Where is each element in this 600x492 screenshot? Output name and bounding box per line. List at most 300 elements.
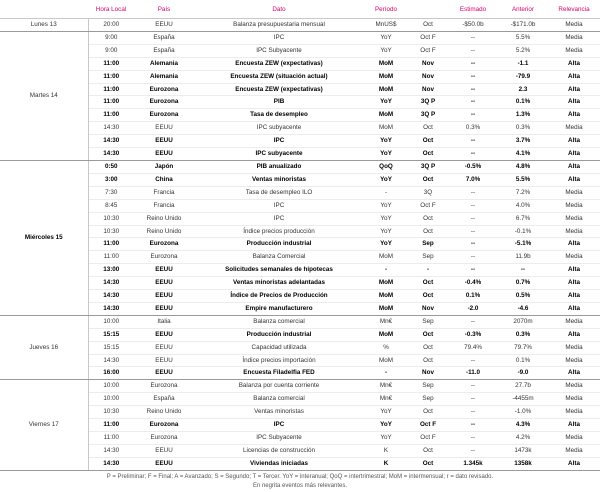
header-row — [0, 0, 600, 19]
cell-period: 3Q — [408, 186, 448, 199]
cell-relevance: Alta — [548, 328, 600, 341]
footnote-legend: P = Preliminar; F = Final; A = Avanzado; S = Segundo; T = Tercer. YoY = interanual; QoQ = intertrimestral; MoM = intermensual; r = dato revisado. — [106, 474, 494, 480]
header-previous: Anterior — [498, 0, 548, 19]
table-row — [0, 302, 600, 315]
cell-unit: MoM — [364, 122, 408, 135]
cell-relevance: Media — [548, 19, 600, 32]
cell-estimate: -- — [448, 238, 498, 251]
table-row — [0, 354, 600, 367]
cell-relevance: Media — [548, 199, 600, 212]
cell-data: Producción industrial — [194, 328, 364, 341]
cell-estimate: -0.4% — [448, 277, 498, 290]
cell-previous: 4.8% — [498, 160, 548, 173]
cell-time: 11:00 — [88, 57, 134, 70]
cell-unit: YoY — [364, 419, 408, 432]
day-label: Jueves 16 — [0, 315, 88, 380]
cell-relevance: Media — [548, 44, 600, 57]
cell-time: 11:00 — [88, 419, 134, 432]
cell-data: Solicitudes semanales de hipotecas — [194, 264, 364, 277]
cell-country: EEUU — [134, 148, 194, 161]
cell-country: Francia — [134, 199, 194, 212]
table-row — [0, 367, 600, 380]
cell-period: Oct — [408, 173, 448, 186]
cell-period: Oct — [408, 225, 448, 238]
cell-data: Producción industrial — [194, 238, 364, 251]
table-row — [0, 122, 600, 135]
cell-previous: 0.3% — [498, 122, 548, 135]
cell-relevance: Media — [548, 225, 600, 238]
cell-period: Oct F — [408, 199, 448, 212]
cell-unit: K — [364, 444, 408, 457]
cell-data: IPC — [194, 419, 364, 432]
cell-time: 15:15 — [88, 341, 134, 354]
cell-estimate: -- — [448, 57, 498, 70]
table-row — [0, 406, 600, 419]
cell-estimate: -- — [448, 444, 498, 457]
cell-data: Ventas minoristas adelantadas — [194, 277, 364, 290]
header-country: País — [134, 0, 194, 19]
cell-time: 9:00 — [88, 31, 134, 44]
table-row — [0, 96, 600, 109]
header-day — [0, 0, 88, 19]
cell-unit: MoM — [364, 70, 408, 83]
table-row — [0, 432, 600, 445]
cell-previous: 2070m — [498, 315, 548, 328]
footnote-bold-note: En negrita eventos más relevantes. — [252, 483, 348, 489]
cell-relevance: Alta — [548, 109, 600, 122]
table-row — [0, 419, 600, 432]
cell-period: Oct F — [408, 432, 448, 445]
cell-estimate: 7.0% — [448, 173, 498, 186]
cell-data: Viviendas iniciadas — [194, 457, 364, 470]
cell-relevance: Media — [548, 212, 600, 225]
cell-country: Francia — [134, 186, 194, 199]
cell-relevance: Alta — [548, 160, 600, 173]
cell-relevance: Alta — [548, 290, 600, 303]
table-row — [0, 277, 600, 290]
cell-data: Encuesta ZEW (situación actual) — [194, 70, 364, 83]
cell-relevance: Media — [548, 31, 600, 44]
cell-country: Japón — [134, 160, 194, 173]
cell-time: 14:30 — [88, 148, 134, 161]
cell-relevance: Alta — [548, 70, 600, 83]
cell-country: Eurozona — [134, 419, 194, 432]
cell-previous: -9.0 — [498, 367, 548, 380]
cell-relevance: Media — [548, 354, 600, 367]
cell-country: EEUU — [134, 367, 194, 380]
cell-time: 14:30 — [88, 277, 134, 290]
cell-time: 10:00 — [88, 380, 134, 393]
cell-data: Tasa de desempleo ILO — [194, 186, 364, 199]
cell-country: EEUU — [134, 277, 194, 290]
table-row — [0, 135, 600, 148]
cell-unit: YoY — [364, 238, 408, 251]
cell-previous: -4.6 — [498, 302, 548, 315]
cell-country: Eurozona — [134, 251, 194, 264]
cell-country: Alemania — [134, 70, 194, 83]
cell-data: Balanza comercial — [194, 393, 364, 406]
calendar-body — [0, 19, 600, 471]
cell-previous: 5.5% — [498, 31, 548, 44]
cell-estimate: -- — [448, 225, 498, 238]
cell-unit: YoY — [364, 199, 408, 212]
cell-time: 14:30 — [88, 290, 134, 303]
cell-data: IPC — [194, 135, 364, 148]
cell-time: 11:00 — [88, 251, 134, 264]
cell-data: Ventas minoristas — [194, 173, 364, 186]
cell-period: Nov — [408, 83, 448, 96]
cell-period: Nov — [408, 302, 448, 315]
cell-previous: 27.7b — [498, 380, 548, 393]
cell-country: España — [134, 31, 194, 44]
cell-unit: MoM — [364, 354, 408, 367]
header-time: Hora Local — [88, 0, 134, 19]
table-row — [0, 199, 600, 212]
cell-relevance: Alta — [548, 148, 600, 161]
table-row — [0, 328, 600, 341]
cell-period: Nov — [408, 70, 448, 83]
cell-country: EEUU — [134, 122, 194, 135]
cell-unit: Mn€ — [364, 393, 408, 406]
cell-country: España — [134, 393, 194, 406]
cell-estimate: -- — [448, 251, 498, 264]
day-label: Lunes 13 — [0, 19, 88, 32]
cell-estimate: 79.4% — [448, 341, 498, 354]
cell-period: Oct — [408, 135, 448, 148]
cell-previous: 3.7% — [498, 135, 548, 148]
cell-previous: 4.3% — [498, 419, 548, 432]
cell-time: 14:30 — [88, 444, 134, 457]
table-row — [0, 380, 600, 393]
table-row — [0, 264, 600, 277]
cell-relevance: Media — [548, 341, 600, 354]
day-label: Martes 14 — [0, 31, 88, 160]
cell-time: 14:30 — [88, 354, 134, 367]
cell-relevance: Alta — [548, 173, 600, 186]
cell-relevance: Alta — [548, 457, 600, 470]
cell-time: 9:00 — [88, 44, 134, 57]
cell-country: Eurozona — [134, 432, 194, 445]
cell-previous: -4455m — [498, 393, 548, 406]
cell-country: Reino Unido — [134, 225, 194, 238]
cell-estimate: -- — [448, 109, 498, 122]
cell-time: 20:00 — [88, 19, 134, 32]
cell-time: 11:00 — [88, 109, 134, 122]
cell-unit: MoM — [364, 109, 408, 122]
table-row — [0, 148, 600, 161]
cell-previous: 4.2% — [498, 432, 548, 445]
cell-estimate: -- — [448, 315, 498, 328]
cell-period: Oct — [408, 354, 448, 367]
cell-time: 0:50 — [88, 160, 134, 173]
cell-country: Eurozona — [134, 96, 194, 109]
cell-unit: - — [364, 367, 408, 380]
cell-period: 3Q P — [408, 96, 448, 109]
cell-data: IPC Subyacente — [194, 44, 364, 57]
cell-time: 10:00 — [88, 393, 134, 406]
cell-period: Sep — [408, 393, 448, 406]
cell-previous: 0.1% — [498, 354, 548, 367]
cell-period: Oct — [408, 444, 448, 457]
cell-country: China — [134, 173, 194, 186]
cell-unit: MoM — [364, 302, 408, 315]
cell-data: IPC subyacente — [194, 148, 364, 161]
cell-time: 13:00 — [88, 264, 134, 277]
cell-unit: YoY — [364, 44, 408, 57]
cell-previous: 1.3% — [498, 109, 548, 122]
day-label: Miércoles 15 — [0, 160, 88, 315]
cell-estimate: -- — [448, 148, 498, 161]
cell-relevance: Alta — [548, 96, 600, 109]
cell-relevance: Media — [548, 406, 600, 419]
cell-time: 15:15 — [88, 328, 134, 341]
cell-estimate: -- — [448, 83, 498, 96]
cell-period: Sep — [408, 251, 448, 264]
cell-period: Oct — [408, 457, 448, 470]
cell-period: Oct — [408, 212, 448, 225]
day-label: Viernes 17 — [0, 380, 88, 470]
cell-previous: 4.1% — [498, 148, 548, 161]
cell-period: Oct — [408, 290, 448, 303]
cell-country: Eurozona — [134, 238, 194, 251]
cell-previous: -0.1% — [498, 225, 548, 238]
cell-relevance: Alta — [548, 238, 600, 251]
table-row — [0, 160, 600, 173]
cell-country: EEUU — [134, 354, 194, 367]
cell-time: 10:30 — [88, 225, 134, 238]
cell-unit: YoY — [364, 173, 408, 186]
cell-country: EEUU — [134, 19, 194, 32]
cell-country: Eurozona — [134, 83, 194, 96]
table-row — [0, 457, 600, 470]
cell-previous: -79.9 — [498, 70, 548, 83]
cell-data: Índice precios importación — [194, 354, 364, 367]
cell-previous: 0.1% — [498, 96, 548, 109]
cell-estimate: 0.1% — [448, 290, 498, 303]
cell-country: EEUU — [134, 302, 194, 315]
cell-period: Nov — [408, 367, 448, 380]
cell-estimate: -- — [448, 264, 498, 277]
cell-time: 14:30 — [88, 457, 134, 470]
table-row — [0, 212, 600, 225]
cell-country: EEUU — [134, 135, 194, 148]
cell-unit: MoM — [364, 277, 408, 290]
footnote — [0, 473, 600, 491]
cell-previous: 79.7% — [498, 341, 548, 354]
cell-estimate: -11.0 — [448, 367, 498, 380]
table-row — [0, 444, 600, 457]
cell-previous: 5.2% — [498, 44, 548, 57]
cell-estimate: -- — [448, 70, 498, 83]
table-row — [0, 393, 600, 406]
cell-relevance: Media — [548, 122, 600, 135]
cell-estimate: -- — [448, 406, 498, 419]
cell-previous: 4.0% — [498, 199, 548, 212]
cell-period: Sep — [408, 238, 448, 251]
cell-unit: K — [364, 457, 408, 470]
cell-relevance: Media — [548, 380, 600, 393]
cell-previous: 7.2% — [498, 186, 548, 199]
cell-unit: YoY — [364, 135, 408, 148]
cell-period: Oct — [408, 148, 448, 161]
cell-unit: - — [364, 264, 408, 277]
cell-previous: 2.3 — [498, 83, 548, 96]
cell-estimate: -- — [448, 419, 498, 432]
cell-country: EEUU — [134, 264, 194, 277]
cell-unit: MoM — [364, 328, 408, 341]
cell-estimate: -$50.0b — [448, 19, 498, 32]
cell-period: Oct — [408, 328, 448, 341]
cell-relevance: Alta — [548, 57, 600, 70]
table-row — [0, 173, 600, 186]
cell-data: IPC Subyacente — [194, 432, 364, 445]
cell-unit: YoY — [364, 432, 408, 445]
cell-unit: % — [364, 341, 408, 354]
cell-relevance: Alta — [548, 83, 600, 96]
cell-country: EEUU — [134, 290, 194, 303]
table-row — [0, 225, 600, 238]
cell-country: Reino Unido — [134, 406, 194, 419]
cell-previous: -5.1% — [498, 238, 548, 251]
cell-country: Alemania — [134, 57, 194, 70]
cell-data: Balanza presupuestaria mensual — [194, 19, 364, 32]
cell-time: 10:30 — [88, 212, 134, 225]
table-row — [0, 341, 600, 354]
cell-estimate: -- — [448, 135, 498, 148]
cell-relevance: Alta — [548, 135, 600, 148]
cell-country: Italia — [134, 315, 194, 328]
header-relevance: Relevancia — [548, 0, 600, 19]
cell-estimate: -- — [448, 31, 498, 44]
cell-estimate: -- — [448, 212, 498, 225]
cell-estimate: -- — [448, 199, 498, 212]
cell-unit: MoM — [364, 251, 408, 264]
cell-data: Balanza por cuenta corriente — [194, 380, 364, 393]
table-row — [0, 44, 600, 57]
cell-time: 11:00 — [88, 96, 134, 109]
cell-country: Eurozona — [134, 380, 194, 393]
cell-estimate: -- — [448, 393, 498, 406]
cell-data: IPC subyacente — [194, 122, 364, 135]
cell-relevance: Alta — [548, 277, 600, 290]
cell-period: Oct — [408, 122, 448, 135]
cell-previous: 11.9b — [498, 251, 548, 264]
cell-data: PIB — [194, 96, 364, 109]
cell-data: Licencias de construcción — [194, 444, 364, 457]
cell-relevance: Media — [548, 315, 600, 328]
cell-unit: - — [364, 186, 408, 199]
cell-time: 14:30 — [88, 135, 134, 148]
cell-estimate: -- — [448, 44, 498, 57]
table-row — [0, 109, 600, 122]
cell-estimate: -- — [448, 432, 498, 445]
cell-period: Oct F — [408, 44, 448, 57]
cell-country: EEUU — [134, 457, 194, 470]
cell-unit: YoY — [364, 148, 408, 161]
cell-unit: YoY — [364, 96, 408, 109]
cell-data: Índice precios producción — [194, 225, 364, 238]
table-row — [0, 315, 600, 328]
cell-previous: 1473k — [498, 444, 548, 457]
header-estimate: Estimado — [448, 0, 498, 19]
table-row — [0, 19, 600, 32]
cell-country: Eurozona — [134, 109, 194, 122]
cell-data: Balanza comercial — [194, 315, 364, 328]
cell-unit: QoQ — [364, 160, 408, 173]
cell-previous: -- — [498, 264, 548, 277]
cell-relevance: Media — [548, 251, 600, 264]
cell-period: Sep — [408, 315, 448, 328]
cell-time: 8:45 — [88, 199, 134, 212]
cell-time: 11:00 — [88, 70, 134, 83]
cell-previous: 6.7% — [498, 212, 548, 225]
cell-data: PIB anualizado — [194, 160, 364, 173]
cell-time: 7:30 — [88, 186, 134, 199]
cell-country: España — [134, 44, 194, 57]
cell-estimate: -- — [448, 354, 498, 367]
cell-period: - — [408, 264, 448, 277]
cell-period: 3Q P — [408, 160, 448, 173]
table-row — [0, 290, 600, 303]
table-row — [0, 186, 600, 199]
cell-period: Oct — [408, 406, 448, 419]
cell-period: Oct — [408, 341, 448, 354]
cell-data: Encuesta Filadelfia FED — [194, 367, 364, 380]
cell-unit: YoY — [364, 31, 408, 44]
cell-estimate: -- — [448, 380, 498, 393]
header-period: Período — [364, 0, 408, 19]
cell-country: EEUU — [134, 328, 194, 341]
cell-estimate: -2.0 — [448, 302, 498, 315]
cell-estimate: -- — [448, 186, 498, 199]
cell-previous: -1.1 — [498, 57, 548, 70]
cell-previous: 0.5% — [498, 290, 548, 303]
cell-data: Tasa de desempleo — [194, 109, 364, 122]
cell-relevance: Media — [548, 432, 600, 445]
table-row — [0, 83, 600, 96]
cell-time: 10:30 — [88, 406, 134, 419]
cell-unit: Mn€ — [364, 315, 408, 328]
cell-period: Oct — [408, 19, 448, 32]
cell-data: Encuesta ZEW (expectativas) — [194, 83, 364, 96]
cell-time: 16:00 — [88, 367, 134, 380]
cell-previous: -1.0% — [498, 406, 548, 419]
header-period-ref — [408, 0, 448, 19]
cell-estimate: -0.3% — [448, 328, 498, 341]
table-row — [0, 70, 600, 83]
cell-data: Empire manufacturero — [194, 302, 364, 315]
cell-unit: YoY — [364, 225, 408, 238]
cell-unit: MoM — [364, 57, 408, 70]
cell-period: Sep — [408, 380, 448, 393]
cell-relevance: Alta — [548, 264, 600, 277]
cell-time: 14:30 — [88, 302, 134, 315]
cell-unit: MoM — [364, 290, 408, 303]
cell-unit: YoY — [364, 406, 408, 419]
cell-period: Oct F — [408, 419, 448, 432]
cell-time: 3:00 — [88, 173, 134, 186]
cell-estimate: -0.5% — [448, 160, 498, 173]
cell-previous: 5.5% — [498, 173, 548, 186]
cell-previous: 0.3% — [498, 328, 548, 341]
table-row — [0, 57, 600, 70]
cell-relevance: Media — [548, 393, 600, 406]
cell-relevance: Media — [548, 444, 600, 457]
cell-period: Oct — [408, 277, 448, 290]
cell-estimate: 1.345k — [448, 457, 498, 470]
cell-relevance: Alta — [548, 367, 600, 380]
cell-period: Oct F — [408, 31, 448, 44]
